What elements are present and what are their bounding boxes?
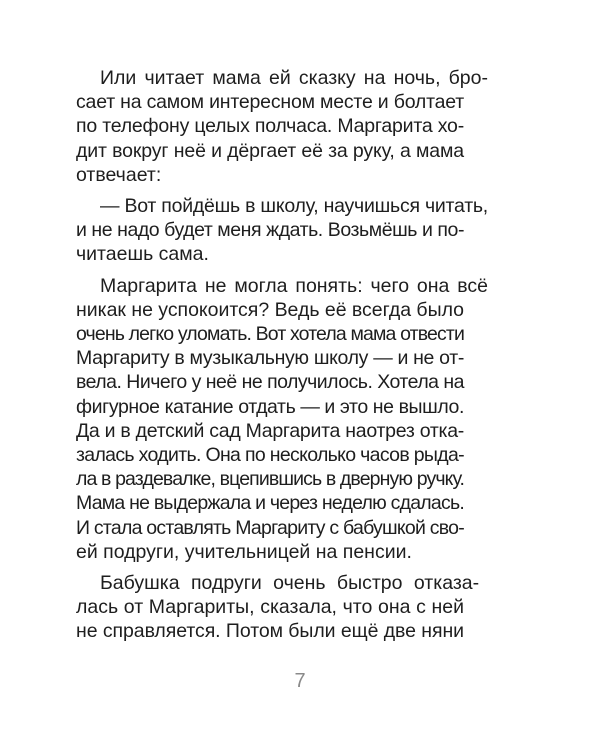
text-line: и не надо будет меня ждать. Возьмёшь и по- (76, 219, 464, 242)
text-line: Маргарита не могла понять: чего она всё (100, 274, 488, 297)
text-line: не справляется. Потом были ещё две няни (76, 620, 464, 643)
text-line: Маргариту в музыкальную школу — и не от- (76, 347, 464, 370)
text-line: очень легко уломать. Вот хотела мама отвести (76, 323, 464, 346)
text-line: залась ходить. Она по несколько часов рыда- (76, 444, 464, 467)
text-line: Или читает мама ей сказку на ночь, бро- (100, 67, 488, 89)
text-line: по телефону целых полчаса. Маргарита хо- (76, 115, 464, 138)
text-line: Мама не выдержала и через неделю сдалась. (76, 492, 464, 515)
paragraph-3 (76, 274, 488, 564)
paragraph-2 (76, 194, 488, 267)
text-line: фигурное катание отдать — и это не вышло. (76, 395, 464, 418)
body-text (76, 66, 488, 651)
text-line: Бабушка подруги очень быстро отказа- (100, 572, 480, 595)
paragraph-4 (76, 571, 480, 644)
text-line: — Вот пойдёшь в школу, научишься читать, (100, 195, 488, 218)
text-line: отвечает: (76, 163, 162, 186)
text-line: читаешь сама. (76, 243, 209, 266)
paragraph-1 (76, 66, 488, 187)
text-line: ей подруги, учительницей на пенсии. (76, 540, 412, 563)
page-number: 7 (294, 670, 306, 692)
text-line: вела. Ничего у неё не получилось. Хотела на (76, 371, 465, 394)
text-line: И стала оставлять Маргариту с бабушкой сво- (76, 516, 464, 539)
text-line: сает на самом интересном месте и болтает (76, 91, 464, 114)
text-line: дит вокруг неё и дёргает её за руку, а мама (76, 139, 464, 162)
text-line: лась от Маргариты, сказала, что она с ней (76, 596, 464, 619)
text-line: ла в раздевалке, вцепившись в дверную ручку. (76, 468, 464, 491)
text-line: Да и в детский сад Маргарита наотрез отка- (76, 419, 464, 442)
text-line: никак не успокоится? Ведь её всегда было (76, 298, 464, 321)
